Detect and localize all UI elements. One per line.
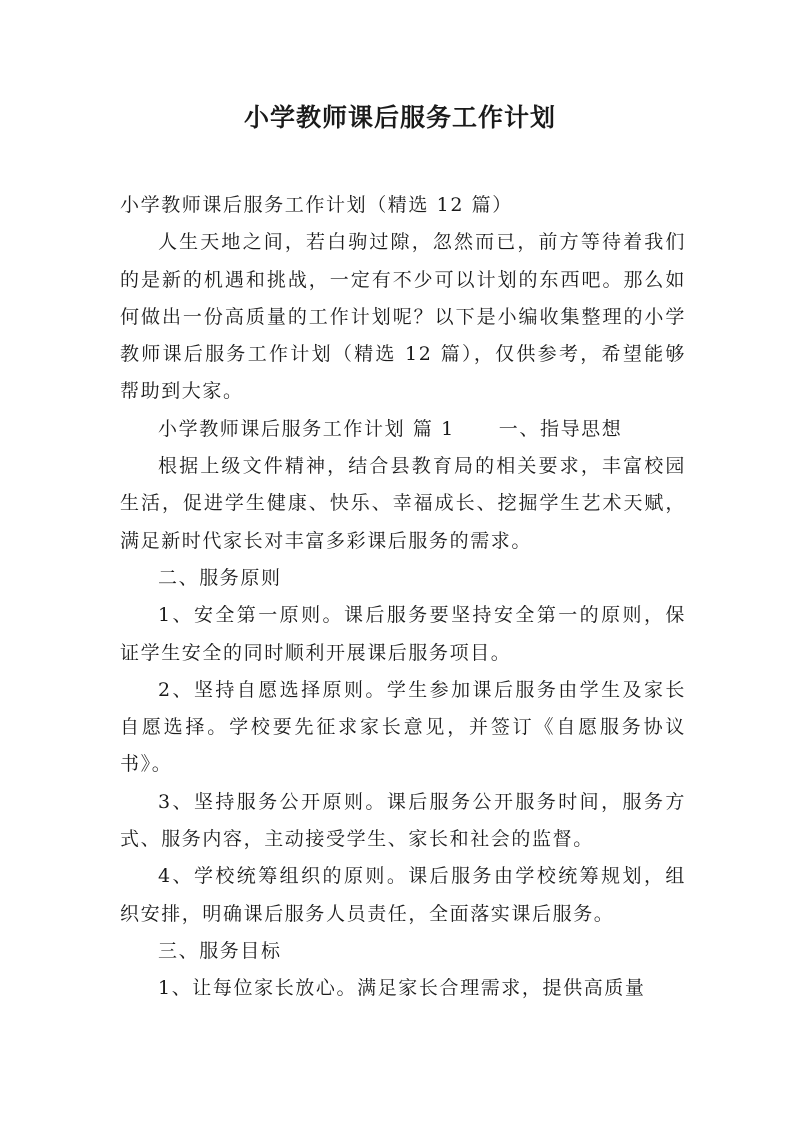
principle-item: 1、安全第一原则。课后服务要坚持安全第一的原则，保证学生安全的同时顺利开展课后服务项目。 — [120, 604, 686, 664]
guiding-thought-paragraph: 根据上级文件精神，结合县教育局的相关要求，丰富校园生活，促进学生健康、快乐、幸福成长、挖掘学生艺术天赋，满足新时代家长对丰富多彩课后服务的需求。 — [120, 455, 686, 552]
principle-item: 3、坚持服务公开原则。课后服务公开服务时间，服务方式、服务内容，主动接受学生、家长和社会的监督。 — [120, 790, 686, 851]
principle-item: 2、坚持自愿选择原则。学生参加课后服务由学生及家长自愿选择。学校要先征求家长意见，并签订《自愿服务协议书》。 — [120, 678, 686, 776]
section-heading-service-goals: 三、服务目标 — [158, 939, 282, 962]
section-heading-service-principles: 二、服务原则 — [158, 566, 282, 589]
chapter-heading-line — [120, 411, 686, 448]
document-subtitle: 小学教师课后服务工作计划（精选 12 篇） — [120, 194, 513, 216]
intro-paragraph: 人生天地之间，若白驹过隙，忽然而已，前方等待着我们的是新的机遇和挑战，一定有不少可以计划的东西吧。那么如何做出一份高质量的工作计划呢？以下是小编收集整理的小学教师课后服务工作计划（精选 12 篇），仅供参考，希望能够帮助到大家。 — [120, 231, 686, 403]
document-body — [120, 187, 686, 1008]
principle-item: 4、学校统筹组织的原则。课后服务由学校统筹规划，组织安排，明确课后服务人员责任，全面落实课后服务。 — [120, 865, 686, 925]
chapter-label: 小学教师课后服务工作计划 篇 1 — [158, 417, 455, 440]
goal-item: 1、让每位家长放心。满足家长合理需求，提供高质量 — [158, 977, 646, 1000]
section-heading-guiding-thought: 一、指导思想 — [498, 417, 623, 440]
document-title: 小学教师课后服务工作计划 — [243, 103, 556, 132]
